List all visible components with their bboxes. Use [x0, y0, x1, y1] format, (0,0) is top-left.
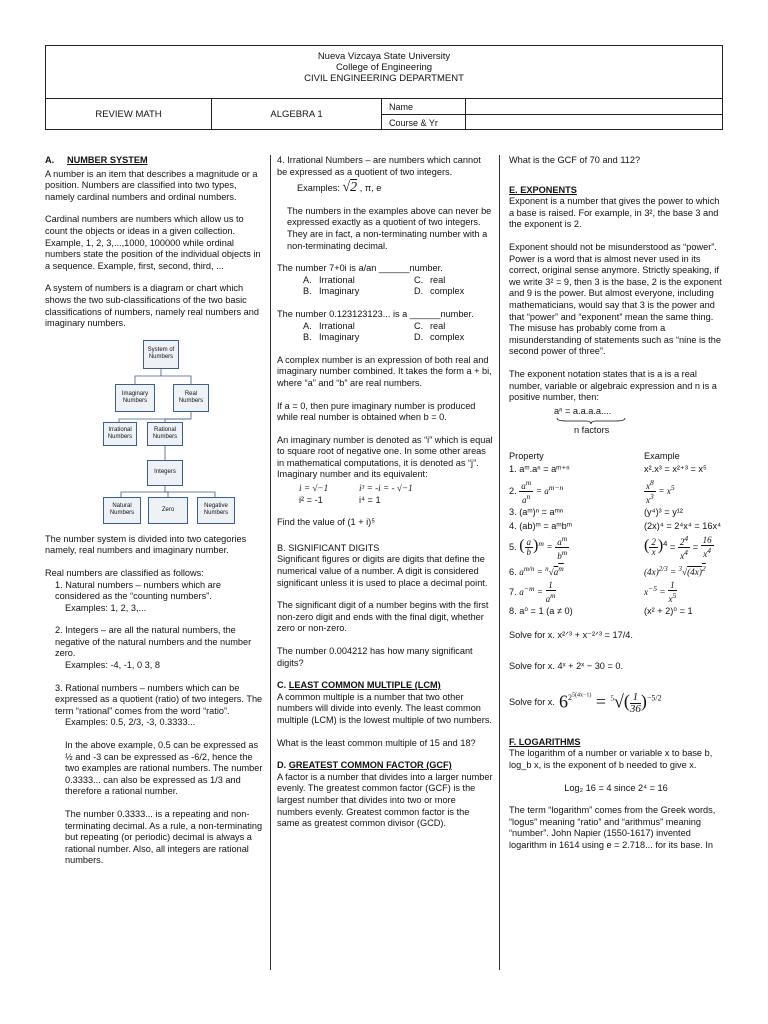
- node-imaginary-numbers: Imaginary Numbers: [115, 384, 155, 412]
- paragraph: A system of numbers is a diagram or chart which shows the two sub-classifications of the two basic classifications of numbers, namely real numbers and imaginary numbers.: [45, 283, 259, 329]
- property-7: 7. $a^{-m}$ = $\frac{1}{a^m}$: [509, 579, 556, 604]
- question-exponential-equation: Solve for x. $6^{2^{5(4x-1)}} = ^5√$( $\frac{1}{36}$ )$^{-5/2}$: [509, 690, 662, 715]
- list-example: Examples: 1, 2, 3,...: [65, 602, 147, 613]
- column-divider: [270, 155, 271, 970]
- list-example: Examples: 0.5, 2/3, -3, 0.3333...: [65, 717, 196, 728]
- example-1: x².x³ = x²⁺³ = x⁵: [644, 464, 707, 475]
- example-3: (y⁴)³ = y¹²: [644, 507, 683, 518]
- paragraph: Cardinal numbers are numbers which allow us to count the objects or ideas in a given collection. Example, 1, 2, 3,...,1000, 100000 while ordinal numbers state the position of the individual objects in a sequence. Example, first, second, third, ...: [45, 214, 261, 271]
- section-e-heading: E. EXPONENTS: [509, 184, 577, 195]
- question: What is the GCF of 70 and 112?: [509, 155, 641, 165]
- node-negative-numbers: Negative Numbers: [197, 497, 235, 524]
- question: Find the value of (1 + i)⁵: [277, 517, 376, 528]
- brace-icon: [556, 417, 626, 425]
- section-d-heading: D. GREATEST COMMON FACTOR (GCF): [277, 760, 452, 771]
- course-field[interactable]: [466, 115, 722, 130]
- paragraph: A factor is a number that divides into a larger number evenly. The greatest common factor (GCF) is the largest number that divides into two or more numbers evenly. Greatest common factor is the same as greatest common divisor (GCD).: [277, 771, 493, 829]
- list-example: Examples: -4, -1, 0 3, 8: [65, 660, 160, 671]
- answer-options: A. Irrational C. real B. Imaginary D. complex: [303, 274, 465, 297]
- node-system-of-numbers: System of Numbers: [143, 340, 179, 369]
- subject-cell: REVIEW MATH: [46, 99, 212, 130]
- name-field[interactable]: [466, 99, 722, 115]
- node-rational-numbers: Rational Numbers: [147, 422, 183, 446]
- equation-expression: $6^{2^{5(4x-1)}} = ^5√$( $\frac{1}{36}$ )$^{-5/2}$: [558, 690, 662, 715]
- paragraph: A number is an item that describes a magnitude or a position. Numbers are classified into two types, namely cardinal numbers and ordinal numbers.: [45, 168, 258, 202]
- node-zero: Zero: [148, 497, 188, 524]
- list-item: 1. Natural numbers – numbers which are considered as the “counting numbers”.: [55, 579, 221, 602]
- header-table: [45, 45, 723, 130]
- property-4: 4. (ab)ᵐ = aᵐbᵐ: [509, 520, 573, 531]
- paragraph: Significant figures or digits are digits that define the numerical value of a number. A digit is considered significant unless it is used to place a decimal point.: [277, 554, 488, 588]
- paragraph: Real numbers are classified as follows:: [45, 567, 204, 578]
- header-title-block: [46, 46, 722, 99]
- list-example: Examples: √2 , π, e: [297, 180, 382, 196]
- property-3: 3. (aᵐ)ⁿ = aᵐⁿ: [509, 507, 564, 518]
- paragraph: An imaginary number is denoted as “i” which is equal to square root of negative one. In some other areas in mathematical computations, it is denoted as “j”. Imaginary number and its equivalent:: [277, 434, 493, 480]
- exponent-properties-table: [509, 451, 723, 618]
- college-name: College of Engineering: [335, 62, 433, 73]
- column-3: [509, 155, 723, 862]
- list-item: 2. Integers – are all the natural numbers, the negative of the natural numbers and the number zero.: [55, 625, 252, 659]
- example-5: ( $\frac{2}{x}$ )$^4$ = $\frac{2^4}{x^4}$ = $\frac{16}{x^4}$: [644, 534, 712, 562]
- question: The number 0.004212 has how many significant digits?: [277, 646, 473, 668]
- paragraph: Exponent is a number that gives the power to which a base is raised. For example, in 3², the base 3 and the exponent is 2.: [509, 196, 720, 230]
- list-item: 3. Rational numbers – numbers which can be expressed as a quotient (ratio) of two integers. The term “rational” comes from the word “ratio”.: [55, 682, 263, 716]
- property-5: 5. ( $\frac{a}{b}$ )$^m$ = $\frac{a^m}{b^m}$: [509, 534, 568, 562]
- example-8: (x² + 2)⁰ = 1: [644, 605, 693, 616]
- section-b-heading: B. SIGNIFICANT DIGITS: [277, 542, 380, 553]
- section-f-heading: F. LOGARITHMS: [509, 736, 581, 747]
- example-7: $x^{-5}$ = $\frac{1}{x^5}$: [644, 579, 677, 604]
- question: Solve for x. x²ᐟ³ + x⁻²ᐟ³ = 17/4.: [509, 629, 633, 640]
- section-a-heading: A. NUMBER SYSTEM: [45, 155, 148, 165]
- paragraph: The logarithm of a number or variable x to base b, log_b x, is the exponent of b needed to give x.: [509, 748, 713, 770]
- answer-options: A. Irrational C. real B. Imaginary D. complex: [303, 320, 465, 343]
- paragraph: The numbers in the examples above can never be expressed exactly as a quotient of two integers. They are in fact, a non-terminating number with a non-terminating decimal.: [287, 205, 492, 251]
- list-item: 4. Irrational Numbers – are numbers which cannot be expressed as a quotient of two integers.: [277, 155, 481, 177]
- example-4: (2x)⁴ = 2⁴x⁴ = 16x⁴: [644, 520, 722, 531]
- node-natural-numbers: Natural Numbers: [103, 497, 141, 524]
- property-8: 8. a⁰ = 1 (a ≠ 0): [509, 605, 573, 616]
- university-name: Nueva Vizcaya State University: [317, 51, 451, 62]
- column-1: [45, 155, 263, 878]
- property-header: Property: [509, 450, 544, 461]
- node-irrational-numbers: Irrational Numbers: [103, 422, 137, 446]
- question: The number 0.123123123... is a ______number.: [277, 308, 474, 319]
- topic-cell: ALGEBRA 1: [212, 99, 382, 130]
- name-label: Name: [382, 99, 465, 115]
- paragraph: The significant digit of a number begins with the first non-zero digit and ends with the final digit, whether zero or non-zero.: [277, 600, 489, 634]
- paragraph: A complex number is an expression of both real and imaginary number combined. It takes the form a + bi, where “a” and “b” are real numbers.: [277, 354, 492, 388]
- paragraph: Exponent should not be misunderstood as “power”. Power is a word that is almost never used in its correct, original sense anymore. Strictly speaking, if we write 3² = 9, then 3 is the base, 2 is the exponent and 9 is the power. But almost everyone, including mathematicians, would say that 3 is the power and that “power” and “exponent” mean the same thing. The misuse has probably come from a misunderstanding of statements such as “nine is the second power of three”.: [509, 241, 722, 357]
- exponent-notation: aⁿ = a.a.a.a.... n factors: [509, 406, 723, 437]
- property-6: 6. $a^{m/n} = ^n√a^m$: [509, 564, 564, 578]
- number-system-diagram: [103, 336, 283, 526]
- value-cell: [466, 99, 722, 130]
- node-real-numbers: Real Numbers: [173, 384, 209, 412]
- log-example: Log₂ 16 = 4 since 2⁴ = 16: [564, 782, 668, 793]
- column-2: [277, 155, 493, 841]
- department-name: CIVIL ENGINEERING DEPARTMENT: [304, 73, 464, 84]
- sqrt2-expression: √2: [342, 180, 358, 196]
- column-divider: [499, 155, 500, 970]
- property-2: 2. $\frac{a^m}{a^n}$ = $a^{m-n}$: [509, 478, 564, 506]
- example-6: $(4x)^{2/3} = ^3√(4x)^2$: [644, 564, 706, 578]
- example-header: Example: [644, 450, 680, 461]
- paragraph: The term “logarithm” comes from the Greek words, “logus” meaning “ratio” and “arithmus” meaning “number”. John Napier (1550-1617) invented logarithm in 1614 using e = 2.718... for its base. In: [509, 805, 716, 850]
- example-2: $\frac{x^8}{x^3}$ = $x^5$: [646, 478, 675, 506]
- paragraph: A common multiple is a number that two other numbers will divide into evenly. The least common multiple (LCM) is the lowest multiple of two numbers.: [277, 691, 492, 725]
- paragraph: If a = 0, then pure imaginary number is produced while real number is obtained when b = 0.: [277, 400, 476, 423]
- question: What is the least common multiple of 15 and 18?: [277, 737, 476, 748]
- header-info-row: [46, 99, 722, 130]
- paragraph: The exponent notation states that is a is a real number, variable or algebraic expression and n is a positive number, then:: [509, 368, 717, 403]
- paragraph: In the above example, 0.5 can be expressed as ½ and -3 can be expressed as -6/2, hence the two examples are rational numbers. The number 0.3333... can also be expressed as 1/3 and therefore a rational number.: [65, 740, 263, 797]
- paragraph: The number 0.3333... is a repeating and non-terminating decimal. As a rule, a non-terminating but repeating (or periodic) decimal is always a rational number. Also, all integers are rational numbers.: [65, 809, 263, 866]
- imaginary-equivalents: i = √−1 i³ = -i = - √−1 i² = -1 i⁴ = 1: [299, 483, 413, 505]
- label-cell: [382, 99, 466, 130]
- property-1: 1. aᵐ.aⁿ = aᵐ⁺ⁿ: [509, 464, 570, 475]
- node-integers: Integers: [147, 460, 183, 486]
- question: The number 7+0i is a/an ______number.: [277, 263, 443, 274]
- question: Solve for x. 4ˣ + 2ˣ − 30 = 0.: [509, 661, 624, 672]
- course-label: Course & Yr: [389, 117, 438, 128]
- section-c-heading: C. LEAST COMMON MULTIPLE (LCM): [277, 680, 441, 691]
- paragraph: The number system is divided into two categories namely, real numbers and imaginary number.: [45, 533, 247, 556]
